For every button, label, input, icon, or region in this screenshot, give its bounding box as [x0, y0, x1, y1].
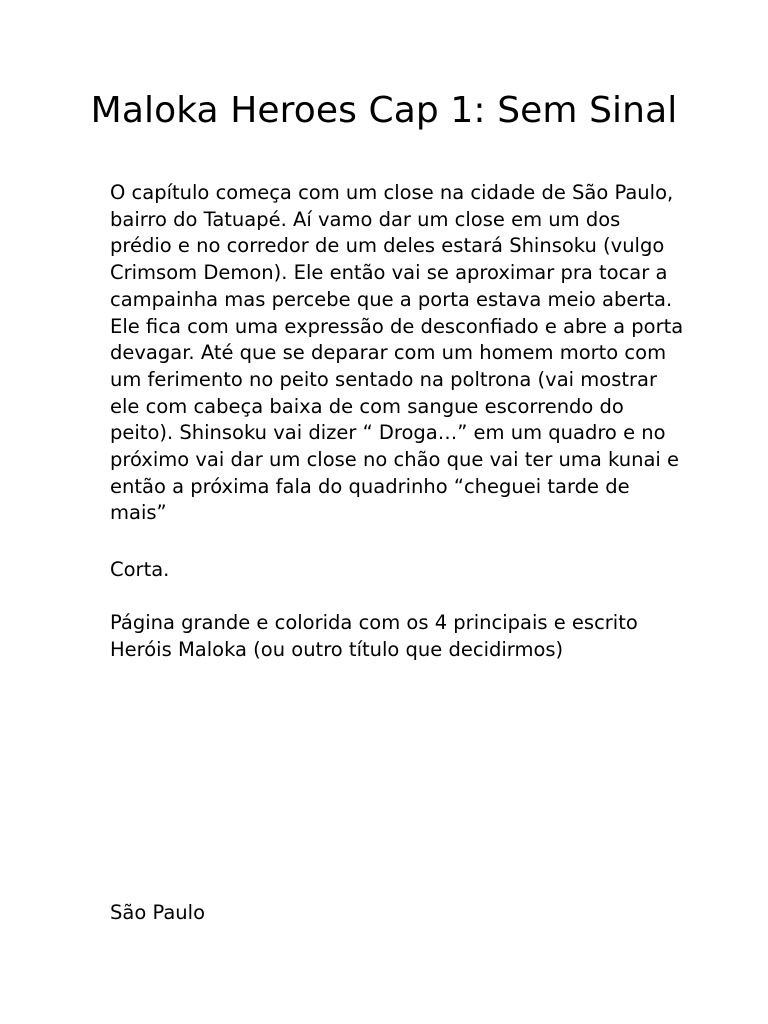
paragraph-line: então a próxima fala do quadrinho “cheguei tarde de: [110, 474, 630, 498]
paragraph-line: campainha mas percebe que a porta estava meio aberta.: [110, 287, 673, 311]
paragraph-line: bairro do Tatuapé. Aí vamo dar um close em um dos: [110, 207, 621, 231]
paragraph-story-opening: [110, 180, 684, 527]
paragraph-line: mais”: [110, 501, 167, 525]
paragraph-line: prédio e no corredor de um deles estará Shinsoku (vulgo: [110, 234, 665, 258]
paragraph-title-page: [110, 610, 670, 663]
paragraph-line: peito). Shinsoku vai dizer “ Droga…” em um quadro e no: [110, 421, 666, 445]
paragraph-line: ele com cabeça baixa de com sangue escorrendo do: [110, 394, 624, 418]
paragraph-line: Ele fica com uma expressão de desconfiado e abre a porta: [110, 314, 684, 338]
paragraph-line: Crimsom Demon). Ele então vai se aproximar pra tocar a: [110, 261, 668, 285]
paragraph-line: Heróis Maloka (ou outro título que decidirmos): [110, 637, 564, 661]
paragraph-line: próximo vai dar um close no chão que vai ter uma kunai e: [110, 448, 680, 472]
paragraph-line: Página grande e colorida com os 4 principais e escrito: [110, 611, 638, 634]
paragraph-line: um ferimento no peito sentado na poltrona (vai mostrar: [110, 367, 657, 391]
document-title: Maloka Heroes Cap 1: Sem Sinal: [90, 90, 678, 131]
paragraph-line: O capítulo começa com um close na cidade de São Paulo,: [110, 181, 674, 204]
paragraph-cut: Corta.: [110, 558, 170, 581]
paragraph-line: devagar. Até que se deparar com um homem morto com: [110, 341, 667, 365]
location-footer: São Paulo: [110, 901, 205, 924]
